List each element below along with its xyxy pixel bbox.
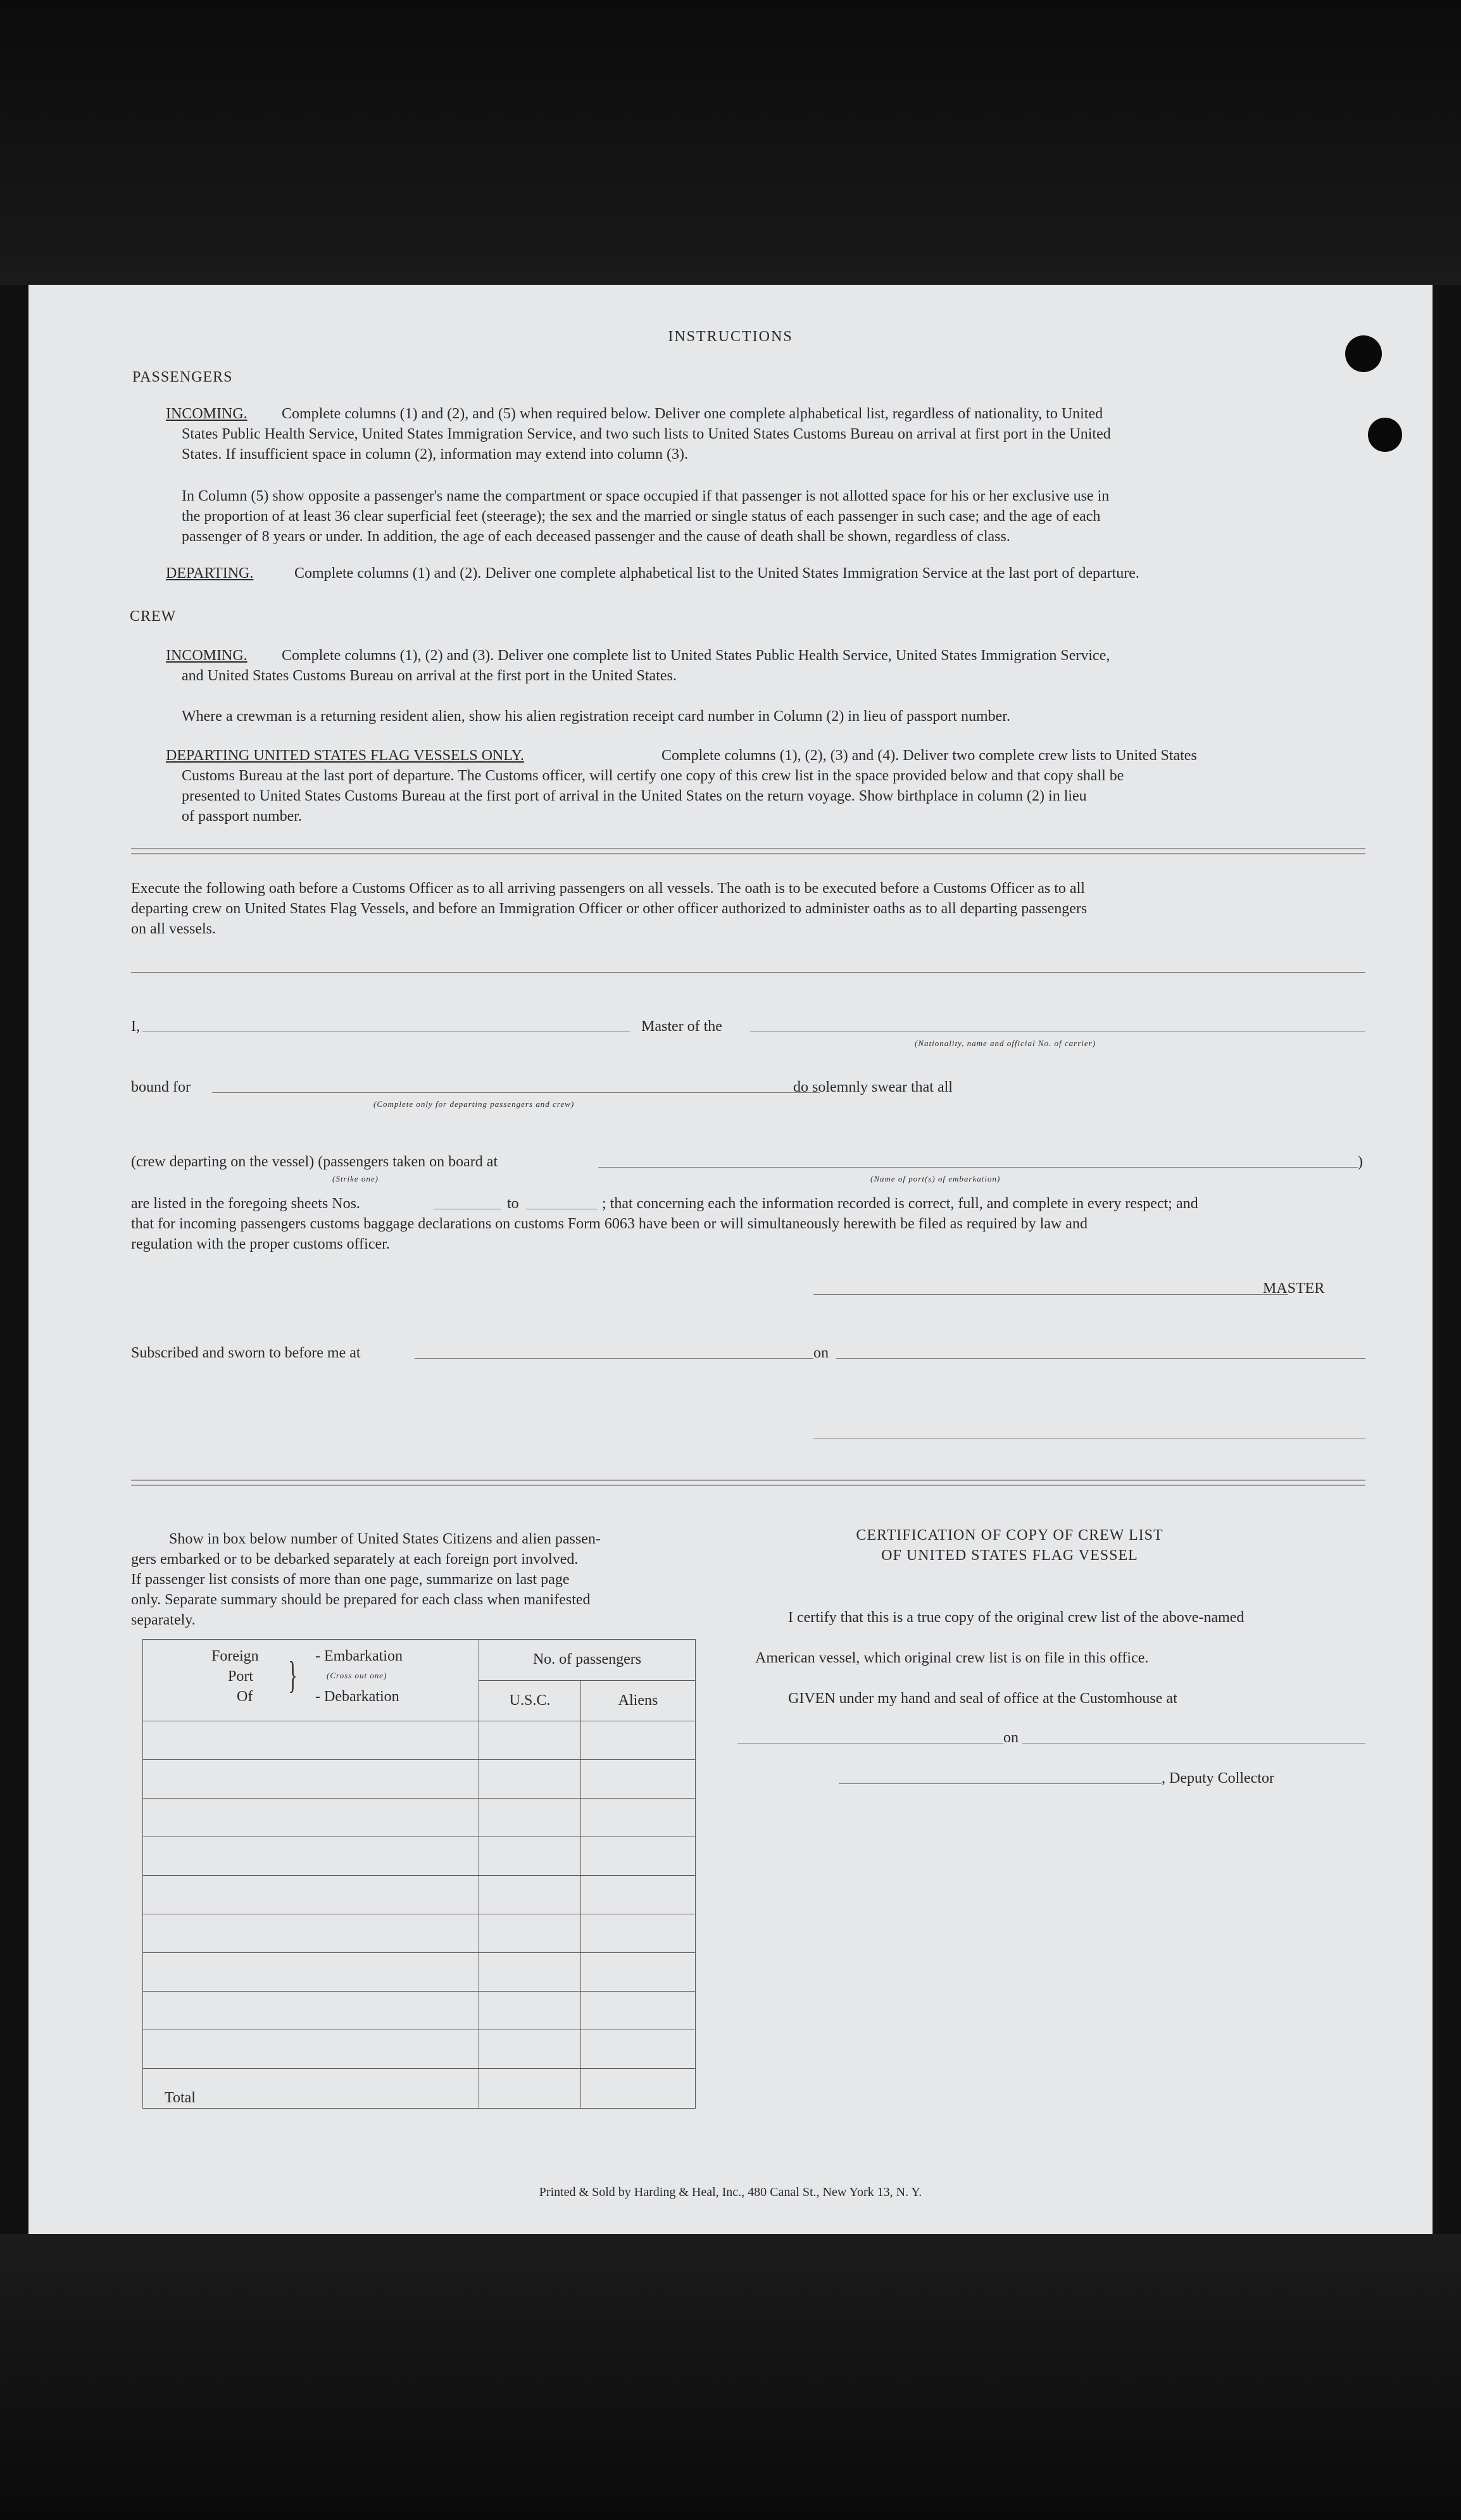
passengers-departing-label: DEPARTING.	[166, 565, 254, 582]
table-row	[143, 1721, 696, 1760]
usc-cell[interactable]	[479, 1914, 581, 1953]
usc-cell[interactable]	[479, 1876, 581, 1914]
port-cell[interactable]	[143, 1876, 479, 1914]
crew-departing-line-1: Complete columns (1), (2), (3) and (4). Deliver two complete crew lists to United States	[662, 747, 1197, 764]
crew-departing-line-3: presented to United States Customs Bureau at the first port of arrival in the United States on the return voyage. Show birthplace in column (2) in lieu	[182, 788, 1087, 804]
crew-incoming-line-2: and United States Customs Bureau on arrival at the first port in the United States.	[182, 668, 677, 684]
oath-rule	[131, 972, 1365, 973]
passengers-incoming-line-2: States Public Health Service, United States Immigration Service, and two such lists to United States Customs Bureau on arrival at first port in the United	[182, 426, 1111, 442]
passengers-incoming-line-1: Complete columns (1) and (2), and (5) when required below. Deliver one complete alphabetical list, regardless of nationality, to United	[282, 406, 1103, 422]
usc-cell[interactable]	[479, 1953, 581, 1992]
nationality-caption: (Nationality, name and official No. of carrier)	[915, 1039, 1096, 1048]
sheets-prefix: are listed in the foregoing sheets Nos.	[131, 1195, 360, 1212]
passengers-incoming-label: INCOMING.	[166, 406, 248, 422]
section-divider-1	[131, 848, 1365, 854]
deputy-signature-line[interactable]	[839, 1783, 1162, 1784]
deputy-collector-label: , Deputy Collector	[1162, 1770, 1274, 1787]
usc-cell[interactable]	[479, 2030, 581, 2069]
baggage-line: that for incoming passengers customs baggage declarations on customs Form 6063 have been or will simultaneously herewith be filed as required by law and	[131, 1216, 1088, 1232]
section-divider-2	[131, 1480, 1365, 1486]
usc-cell[interactable]	[479, 1799, 581, 1837]
total-aliens-cell[interactable]	[581, 2069, 696, 2109]
ports-line[interactable]	[598, 1167, 1358, 1168]
master-signature-line[interactable]	[813, 1294, 1288, 1295]
port-cell[interactable]	[143, 2030, 479, 2069]
column5-line-1: In Column (5) show opposite a passenger's name the compartment or space occupied if that passenger is not allotted space for his or her exclusive use in	[182, 488, 1110, 504]
certification-on-label: on	[1003, 1730, 1019, 1746]
certification-heading-line-1: CERTIFICATION OF COPY OF CREW LIST	[856, 1527, 1163, 1544]
aliens-cell[interactable]	[581, 1799, 696, 1837]
sworn-date-line[interactable]	[836, 1358, 1365, 1359]
crew-departing-line-2: Customs Bureau at the last port of departure. The Customs officer, will certify one copy of this crew list in the space provided below and that copy shall be	[182, 768, 1124, 784]
aliens-cell[interactable]	[581, 1760, 696, 1799]
printer-imprint: Printed & Sold by Harding & Heal, Inc., 480 Canal St., New York 13, N. Y.	[539, 2185, 922, 2199]
passenger-summary-table	[142, 1639, 696, 2109]
port-word-foreign: Foreign	[211, 1648, 259, 1664]
regulation-line: regulation with the proper customs officer.	[131, 1236, 390, 1252]
oath-intro-line-1: Execute the following oath before a Customs Officer as to all arriving passengers on all vessels. The oath is to be executed before a Customs Officer as to all	[131, 880, 1085, 897]
punch-hole-middle	[1368, 418, 1402, 452]
crew-incoming-line-1: Complete columns (1), (2) and (3). Deliver one complete list to United States Public Health Service, United States Immigration Service,	[282, 647, 1110, 664]
aliens-cell[interactable]	[581, 1953, 696, 1992]
instructions-title: INSTRUCTIONS	[668, 328, 793, 345]
crew-resident-alien: Where a crewman is a returning resident alien, show his alien registration receipt card number in Column (2) in lieu of passport number.	[182, 708, 1010, 725]
table-row	[143, 1799, 696, 1837]
summary-intro-line-5: separately.	[131, 1612, 196, 1628]
sworn-on-label: on	[813, 1345, 829, 1361]
summary-intro-line-1: Show in box below number of United States Citizens and alien passen-	[169, 1531, 601, 1547]
aliens-header: Aliens	[581, 1680, 696, 1721]
port-word-port: Port	[228, 1668, 254, 1685]
crew-departing-label: DEPARTING UNITED STATES FLAG VESSELS ONLY.	[166, 747, 524, 764]
bound-for-label: bound for	[131, 1079, 191, 1095]
aliens-cell[interactable]	[581, 1837, 696, 1876]
crew-departing-line-4: of passport number.	[182, 808, 302, 825]
total-label: Total	[143, 2069, 479, 2109]
port-cell[interactable]	[143, 1992, 479, 2030]
american-vessel-line: American vessel, which original crew list is on file in this office.	[755, 1650, 1149, 1666]
port-cell[interactable]	[143, 1837, 479, 1876]
total-usc-cell[interactable]	[479, 2069, 581, 2109]
given-line: GIVEN under my hand and seal of office at the Customhouse at	[788, 1690, 1177, 1707]
scan-background-top	[0, 0, 1461, 285]
aliens-cell[interactable]	[581, 1876, 696, 1914]
sheets-suffix: ; that concerning each the information recorded is correct, full, and complete in every respect; and	[602, 1195, 1198, 1212]
port-cell[interactable]	[143, 1953, 479, 1992]
aliens-cell[interactable]	[581, 2030, 696, 2069]
oath-intro-line-3: on all vessels.	[131, 921, 216, 937]
ports-caption: (Name of port(s) of embarkation)	[870, 1174, 1001, 1183]
passengers-departing-text: Complete columns (1) and (2). Deliver one complete alphabetical list to the United States Immigration Service at the last port of departure.	[294, 565, 1139, 582]
port-cell[interactable]	[143, 1721, 479, 1760]
usc-header: U.S.C.	[479, 1680, 581, 1721]
master-of-label: Master of the	[641, 1018, 722, 1035]
close-paren: )	[1358, 1154, 1363, 1170]
cross-out-caption: (Cross out one)	[327, 1671, 387, 1680]
table-row	[143, 1760, 696, 1799]
table-row	[143, 1837, 696, 1876]
usc-cell[interactable]	[479, 1992, 581, 2030]
port-cell[interactable]	[143, 1760, 479, 1799]
bound-for-line[interactable]	[212, 1092, 820, 1093]
brace-icon: }	[288, 1654, 298, 1696]
summary-intro-line-4: only. Separate summary should be prepared for each class when manifested	[131, 1592, 591, 1608]
total-row	[143, 2069, 696, 2109]
port-cell[interactable]	[143, 1914, 479, 1953]
oath-i-label: I,	[131, 1018, 140, 1035]
no-of-passengers-header: No. of passengers	[479, 1640, 696, 1681]
crew-heading: CREW	[130, 608, 177, 625]
swear-text: do solemnly swear that all	[793, 1079, 953, 1095]
table-row	[143, 1992, 696, 2030]
table-row	[143, 1914, 696, 1953]
sworn-place-line[interactable]	[415, 1358, 813, 1359]
debarkation-label: - Debarkation	[315, 1688, 399, 1705]
certify-line: I certify that this is a true copy of the original crew list of the above-named	[788, 1609, 1245, 1626]
summary-intro-line-2: gers embarked or to be debarked separately at each foreign port involved.	[131, 1551, 579, 1568]
port-header-cell	[143, 1640, 479, 1721]
embarkation-label: - Embarkation	[315, 1648, 403, 1664]
subscribed-label: Subscribed and sworn to before me at	[131, 1345, 361, 1361]
column5-line-2: the proportion of at least 36 clear superficial feet (steerage); the sex and the married or single status of each passenger in such case; and the age of each	[182, 508, 1101, 525]
sheets-to: to	[507, 1195, 519, 1212]
aliens-cell[interactable]	[581, 1914, 696, 1953]
scan-background-bottom	[0, 2234, 1461, 2520]
form-page	[28, 285, 1433, 2234]
master-label: MASTER	[1263, 1280, 1325, 1297]
aliens-cell[interactable]	[581, 1992, 696, 2030]
passengers-incoming-line-3: States. If insufficient space in column (2), information may extend into column (3).	[182, 446, 689, 463]
aliens-cell[interactable]	[581, 1721, 696, 1760]
usc-cell[interactable]	[479, 1760, 581, 1799]
table-row	[143, 1953, 696, 1992]
crew-incoming-label: INCOMING.	[166, 647, 248, 664]
passengers-heading: PASSENGERS	[132, 369, 233, 385]
crew-passengers-text: (crew departing on the vessel) (passengers taken on board at	[131, 1154, 498, 1170]
table-row	[143, 1876, 696, 1914]
column5-line-3: passenger of 8 years or under. In addition, the age of each deceased passenger and the cause of death shall be shown, regardless of class.	[182, 528, 1010, 545]
oath-intro-line-2: departing crew on United States Flag Vessels, and before an Immigration Officer or other officer authorized to administer oaths as to all departing passengers	[131, 901, 1088, 917]
port-word-of: Of	[237, 1688, 253, 1705]
table-row	[143, 2030, 696, 2069]
certification-heading-line-2: OF UNITED STATES FLAG VESSEL	[881, 1547, 1138, 1564]
strike-one-caption: (Strike one)	[332, 1174, 379, 1183]
summary-intro-line-3: If passenger list consists of more than one page, summarize on last page	[131, 1571, 570, 1588]
complete-only-caption: (Complete only for departing passengers and crew)	[373, 1099, 575, 1109]
port-cell[interactable]	[143, 1799, 479, 1837]
usc-cell[interactable]	[479, 1837, 581, 1876]
usc-cell[interactable]	[479, 1721, 581, 1760]
